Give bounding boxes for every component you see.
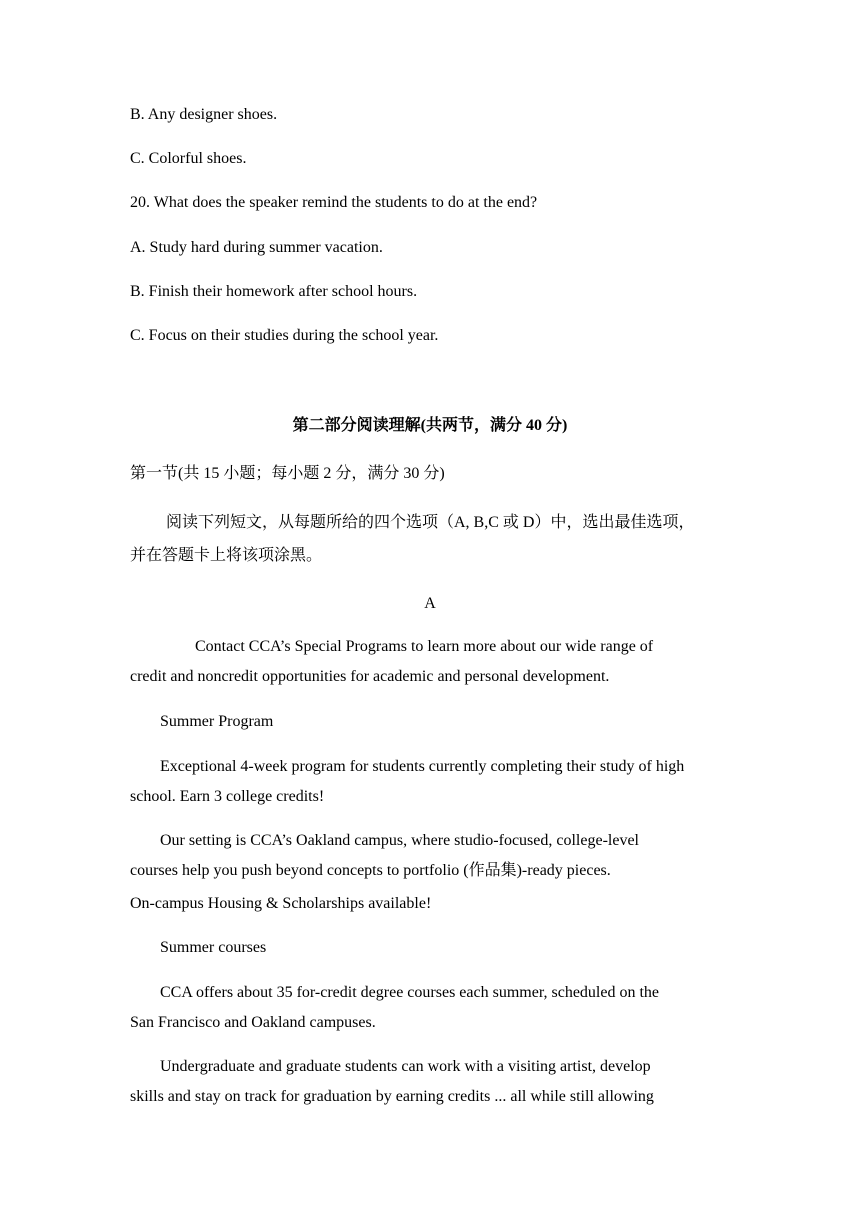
q19-option-c: C. Colorful shoes.	[130, 150, 247, 167]
q20-option-c: C. Focus on their studies during the school year.	[130, 327, 439, 344]
courses-line-1: CCA offers about 35 for-credit degree courses each summer, scheduled on the	[160, 984, 660, 1001]
q19-option-b: B. Any designer shoes.	[130, 106, 278, 123]
students-line-2: skills and stay on track for graduation by earning credits ... all while still allowing	[130, 1088, 654, 1105]
setting-line-1: Our setting is CCA’s Oakland campus, where studio-focused, college-level	[160, 832, 639, 849]
setting-line-3: On-campus Housing & Scholarships available!	[130, 895, 432, 912]
passage-label: A	[424, 595, 436, 612]
setting-line-2: courses help you push beyond concepts to portfolio (作品集)-ready pieces.	[130, 862, 611, 879]
program-line-1: Exceptional 4-week program for students currently completing their study of high	[160, 758, 685, 775]
instructions-line-2: 并在答题卡上将该项涂黑。	[130, 547, 323, 564]
students-line-1: Undergraduate and graduate students can work with a visiting artist, develop	[160, 1058, 651, 1075]
summer-program-heading: Summer Program	[160, 713, 274, 730]
instructions-line-1: 阅读下列短文，从每题所给的四个选项（A, B,C 或 D）中，选出最佳选项，	[166, 514, 695, 531]
courses-line-2: San Francisco and Oakland campuses.	[130, 1014, 376, 1031]
summer-courses-heading: Summer courses	[160, 939, 267, 956]
section1-heading: 第一节(共 15 小题；每小题 2 分，满分 30 分)	[130, 465, 445, 482]
intro-line-2: credit and noncredit opportunities for academic and personal development.	[130, 668, 610, 685]
q20-question: 20. What does the speaker remind the students to do at the end?	[130, 194, 538, 211]
q20-option-a: A. Study hard during summer vacation.	[130, 239, 383, 256]
part2-heading: 第二部分阅读理解(共两节，满分 40 分)	[292, 417, 568, 434]
intro-line-1: Contact CCA’s Special Programs to learn more about our wide range of	[195, 638, 654, 655]
program-line-2: school. Earn 3 college credits!	[130, 788, 325, 805]
q20-option-b: B. Finish their homework after school hours.	[130, 283, 418, 300]
